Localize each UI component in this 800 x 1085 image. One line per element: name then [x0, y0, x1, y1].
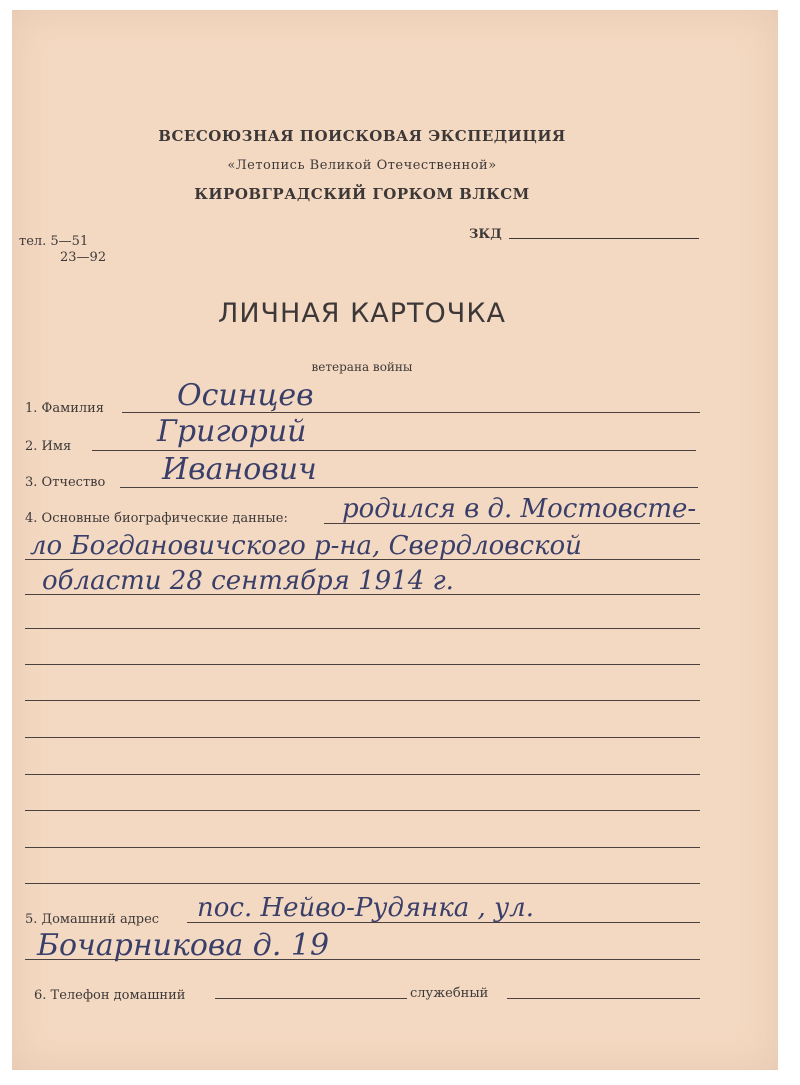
card-subtitle: ветерана войны	[311, 360, 413, 374]
biography-line-9	[25, 810, 700, 811]
surname-label: 1. Фамилия	[25, 401, 104, 416]
home-phone-line	[215, 998, 407, 999]
card-title: ЛИЧНАЯ КАРТОЧКА	[218, 298, 506, 329]
name-line	[92, 450, 696, 451]
work-phone-line	[507, 998, 700, 999]
biography-line-7	[25, 737, 700, 738]
phone-number-2: 23—92	[60, 250, 107, 265]
biography-line-8	[25, 774, 700, 775]
address-label: 5. Домашний адрес	[25, 912, 160, 927]
biography-label: 4. Основные биографические данные:	[25, 511, 288, 526]
zkd-label: ЗКД	[469, 227, 502, 242]
patronymic-label: 3. Отчество	[25, 475, 106, 490]
surname-value: Осинцев	[177, 378, 314, 413]
home-phone-label: 6. Телефон домашний	[34, 988, 186, 1003]
biography-line-4	[25, 628, 700, 629]
name-label: 2. Имя	[25, 439, 72, 454]
biography-line-5	[25, 664, 700, 665]
biography-text-2: ло Богдановичского р-на, Свердловской	[30, 531, 582, 561]
biography-line-6	[25, 700, 700, 701]
work-phone-label: служебный	[410, 986, 489, 1001]
address-value-2: Бочарникова д. 19	[37, 928, 330, 963]
chronicle-subheading: «Летопись Великой Отечественной»	[227, 158, 497, 173]
organization-heading: ВСЕСОЮЗНАЯ ПОИСКОВАЯ ЭКСПЕДИЦИЯ	[158, 127, 566, 145]
biography-text-3: области 28 сентября 1914 г.	[42, 566, 454, 596]
personal-card-sheet	[12, 10, 778, 1070]
biography-line-10	[25, 847, 700, 848]
phone-number-1: тел. 5—51	[19, 234, 89, 249]
name-value: Григорий	[157, 414, 307, 449]
committee-heading: КИРОВГРАДСКИЙ ГОРКОМ ВЛКСМ	[194, 185, 530, 203]
zkd-blank-line	[509, 238, 699, 239]
biography-text-1: родился в д. Мостовсте-	[342, 494, 697, 524]
address-value-1: пос. Нейво-Рудянка , ул.	[197, 893, 534, 923]
biography-line-11	[25, 883, 700, 884]
patronymic-line	[120, 487, 698, 488]
patronymic-value: Иванович	[162, 452, 317, 487]
